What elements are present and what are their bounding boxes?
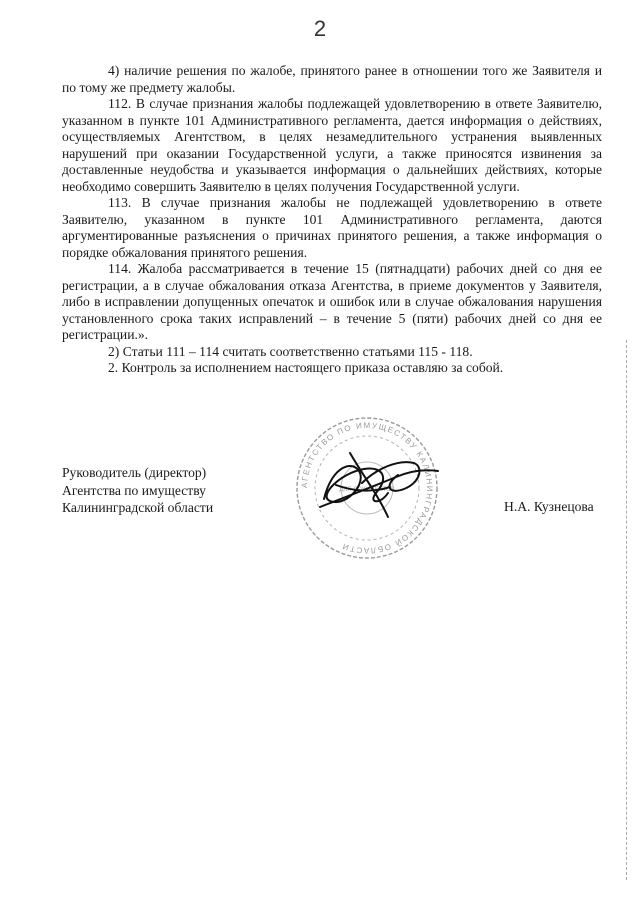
signatory-name: Н.А. Кузнецова — [504, 499, 594, 514]
seal-outer-text: АГЕНТСТВО ПО ИМУЩЕСТВУ КАЛИНИНГРАДСКОЙ ОБЛАСТИ — [299, 420, 435, 556]
paragraph-renumbering: 2) Статьи 111 – 114 считать соответственно статьями 115 - 118. — [108, 343, 473, 359]
paragraph-113: 113. В случае признания жалобы не подлежащей удовлетворению в ответе Заявителю, указанном в пункте 101 Административного регламента, даются аргументированные разъяснения о причинах принятого решения, а также информация о порядке обжалования принятого решения. — [62, 195, 602, 260]
signatory-title-line: Руководитель (директор) — [62, 465, 207, 480]
paragraph-control: 2. Контроль за исполнением настоящего приказа оставляю за собой. — [108, 360, 504, 375]
scan-edge-line — [626, 340, 628, 880]
signatory-title — [62, 464, 213, 517]
signatory-title-line: Агентства по имуществу — [62, 482, 206, 498]
signatory-title-line: Калининградской области — [62, 500, 214, 515]
paragraph-114: 114. Жалоба рассматривается в течение 15 (пятнадцати) рабочих дней со дня ее регистрации, а в случае обжалования отказа Агентства, в приеме документов у Заявителя, либо в исправлении допущенных опечаток и ошибок или в случае обжалования нарушения установленного срока таких исправлений – в течение 5 (пяти) рабочих дней со дня ее регистрации.». — [62, 261, 602, 342]
seal-inner-text: ДЛЯ ДОКУМЕНТОВ — [339, 487, 395, 493]
official-seal-stamp — [292, 413, 442, 563]
paragraph-item-4: 4) наличие решения по жалобе, принятого ранее в отношении того же Заявителя и по тому же предмету жалобы. — [62, 63, 602, 95]
paragraph-112: 112. В случае признания жалобы подлежащей удовлетворению в ответе Заявителю, указанном в пункте 101 Административного регламента, дается информация о действиях, осуществляемых Агентством, в целях незамедлительного устранения выявленных нарушений при оказании Государственной услуги, а также приносятся извинения за доставленные неудобства и указывается информация о дальнейших действиях, которые необходимо совершить Заявителю в целях получения Государственной услуги. — [62, 96, 602, 194]
page-number: 2 — [313, 16, 327, 41]
document-body — [62, 63, 602, 377]
